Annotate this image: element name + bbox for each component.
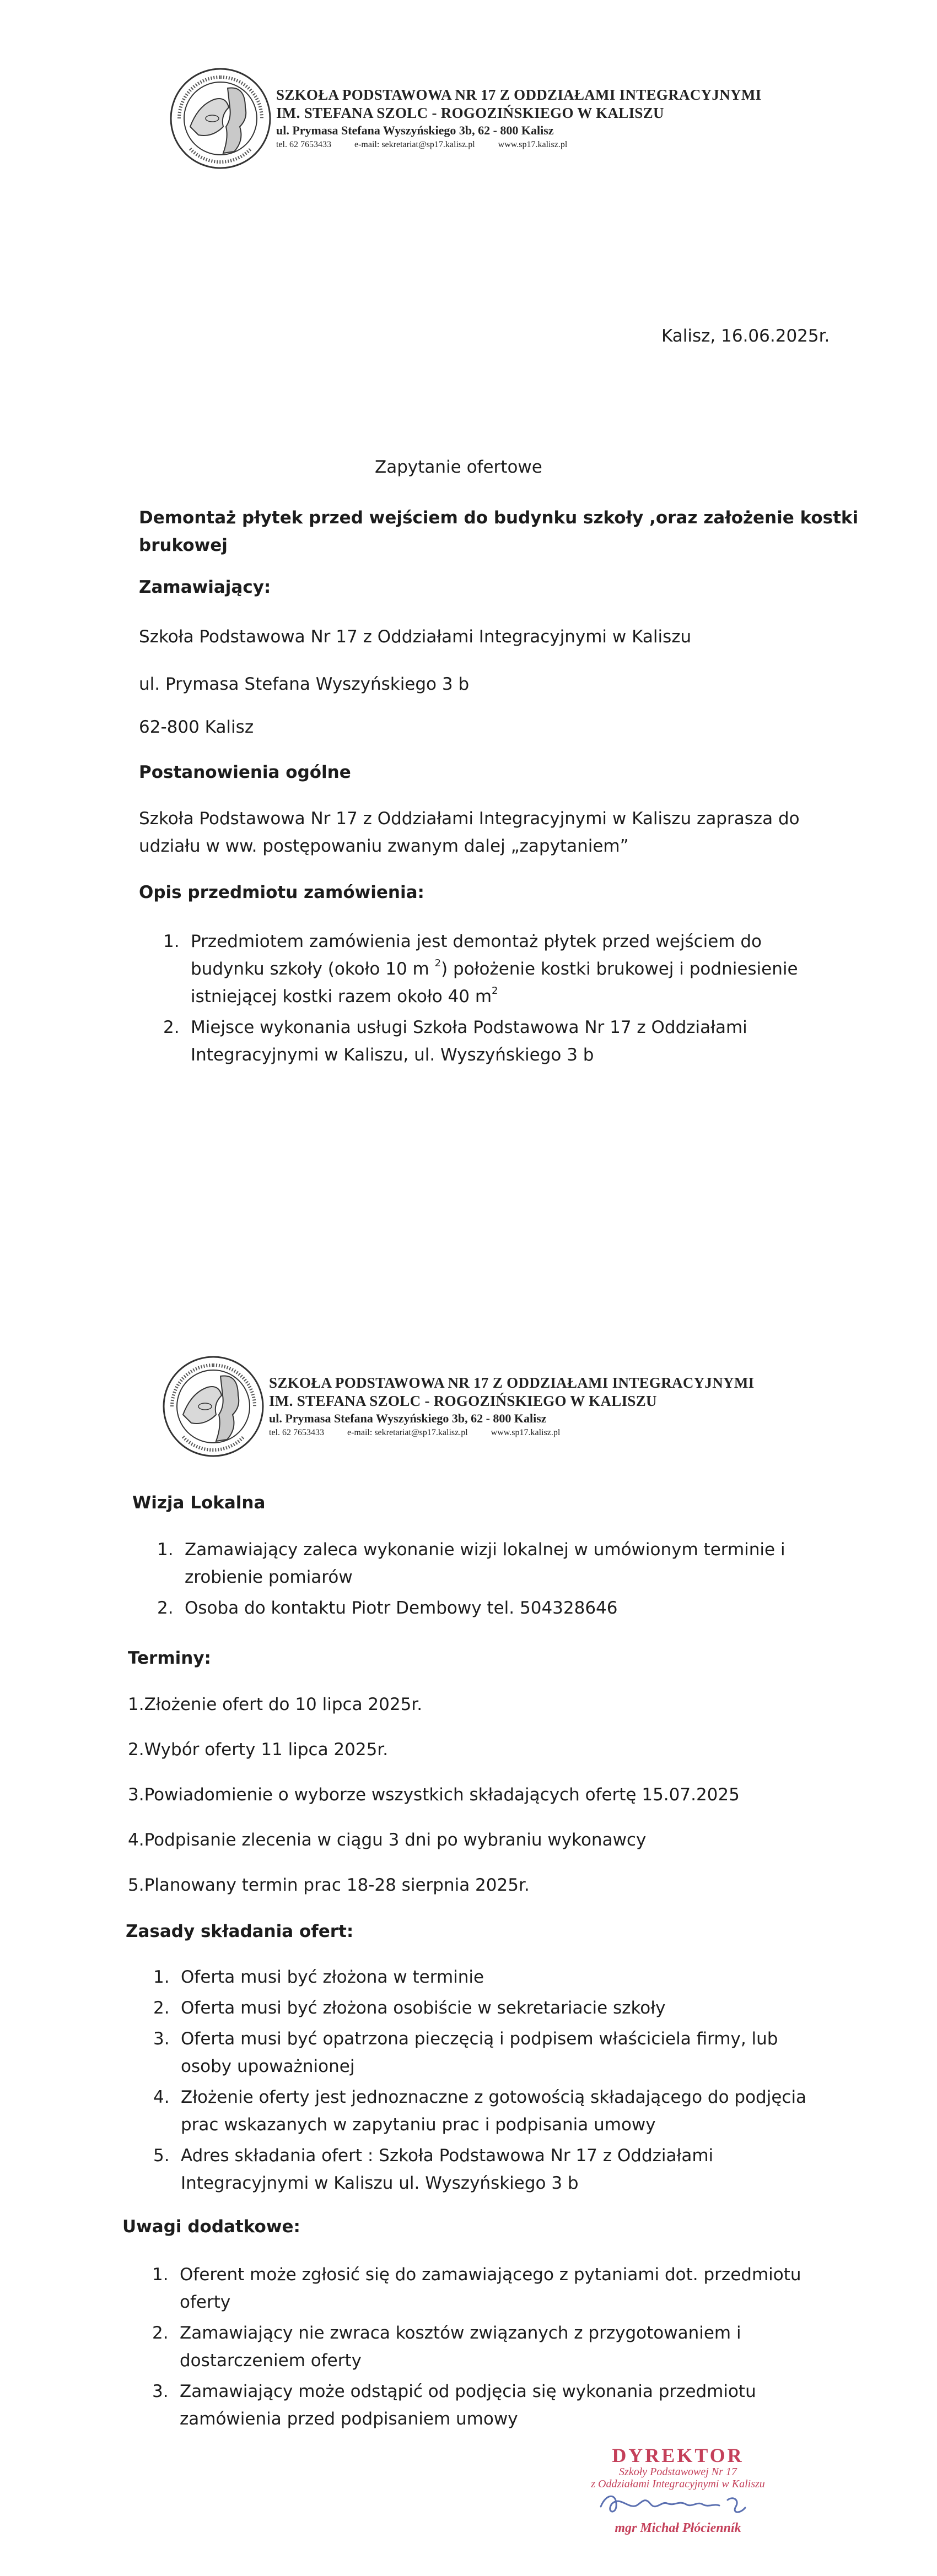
list-item: 1. Zamawiający zaleca wykonanie wizji lokalnej w umówionym terminie i zrobienie pomiarów [157,1540,785,1587]
school-logo-icon [168,66,273,171]
letterhead-school-name: SZKOŁA PODSTAWOWA NR 17 Z ODDZIAŁAMI INTEGRACYJNYMI [269,1374,755,1391]
list-item: 5. Adres składania ofert : Szkoła Podstawowa Nr 17 z Oddziałami Integracyjnymi w Kaliszu ul. Wyszyńskiego 3 b [153,2146,714,2193]
deadline-item: 4.Podpisanie zlecenia w ciągu 3 dni po wybraniu wykonawcy [128,1830,647,1850]
additional-remarks-list [152,2261,801,2436]
letterhead-contact [269,1426,754,1439]
general-provisions-heading: Postanowienia ogólne [139,762,351,782]
scope-heading: Opis przedmiotu zamówienia: [139,883,424,902]
letterhead-patron: IM. STEFANA SZOLC - ROGOZIŃSKIEGO W KALISZU [276,104,664,121]
subject-line-2: brukowej [139,535,228,555]
ordering-party-heading: Zamawiający: [139,577,271,597]
additional-remarks-heading: Uwagi dodatkowe: [122,2217,300,2237]
stamp-school-line: Szkoły Podstawowej Nr 17 [619,2466,737,2478]
list-item: 2. Oferta musi być złożona osobiście w sekretariacie szkoły [153,1998,666,2018]
letterhead-contact [276,138,761,151]
letterhead-phone: tel. 62 7653433 [276,139,331,149]
stamp-title: DYREKTOR [612,2444,744,2466]
list-item: 1. Przedmiotem zamówienia jest demontaż płytek przed wejściem do budynku szkoły (około 10 m $^2$) położenie kostki brukowej i podniesienie istniejącej kostki razem około 40 $m^2$ [163,932,798,1006]
list-item: 2. Zamawiający nie zwraca kosztów związanych z przygotowaniem i dostarczeniem oferty [152,2323,741,2371]
stamp-director-name: mgr Michał Płócienník [615,2521,741,2535]
letterhead-phone: tel. 62 7653433 [269,1427,324,1437]
letterhead-patron: IM. STEFANA SZOLC - ROGOZIŃSKIEGO W KALISZU [269,1392,657,1409]
deadline-item: 5.Planowany termin prac 18-28 sierpnia 2025r. [128,1875,530,1895]
list-item: 1. Oferta musi być złożona w terminie [153,1967,484,1987]
list-item: 2. Osoba do kontaktu Piotr Dembowy tel. 504328646 [157,1598,618,1618]
letterhead-address: ul. Prymasa Stefana Wyszyńskiego 3b, 62 - 800 Kalisz [269,1411,547,1425]
letterhead-school-name: SZKOŁA PODSTAWOWA NR 17 Z ODDZIAŁAMI INTEGRACYJNYMI [276,86,762,103]
scope-list [163,928,798,1072]
list-item: 3. Oferta musi być opatrzona pieczęcią i podpisem właściciela firmy, lub osoby upoważnionej [153,2029,778,2076]
deadline-item: 3.Powiadomienie o wyborze wszystkich składających ofertę 15.07.2025 [128,1785,740,1805]
letterhead-email: e-mail: sekretariat@sp17.kalisz.pl [354,139,475,149]
letterhead-address: ul. Prymasa Stefana Wyszyńskiego 3b, 62 - 800 Kalisz [276,123,554,137]
deadlines-heading: Terminy: [128,1648,211,1668]
director-stamp [557,2445,799,2536]
stamp-school-line: z Oddziałami Integracyjnymi w Kaliszu [591,2478,765,2490]
deadline-item: 1.Złożenie ofert do 10 lipca 2025r. [128,1695,423,1714]
list-item: 1. Oferent może zgłosić się do zamawiającego z pytaniami dot. przedmiotu oferty [152,2265,801,2312]
document-title: Zapytanie ofertowe [375,457,542,477]
letterhead-website: www.sp17.kalisz.pl [491,1427,561,1437]
handwritten-signature [595,2490,761,2518]
site-visit-list [157,1536,785,1625]
general-provisions-line-1: Szkoła Podstawowa Nr 17 z Oddziałami Integracyjnymi w Kaliszu zaprasza do [139,809,800,829]
letterhead [168,66,761,171]
document-page-1 [0,0,937,1287]
document-date: Kalisz, 16.06.2025r. [661,326,830,346]
ordering-party-city: 62-800 Kalisz [139,717,254,737]
letterhead-website: www.sp17.kalisz.pl [498,139,568,149]
list-item: 3. Zamawiający może odstąpić od podjęcia się wykonania przedmiotu zamówienia przed podpisaniem umowy [152,2382,756,2429]
ordering-party-street: ul. Prymasa Stefana Wyszyńskiego 3 b [139,674,470,694]
subject-line-1: Demontaż płytek przed wejściem do budynku szkoły ,oraz założenie kostki [139,508,859,528]
deadline-item: 2.Wybór oferty 11 lipca 2025r. [128,1740,389,1760]
document-page-2 [0,1287,937,2576]
submission-rules-heading: Zasady składania ofert: [126,1922,354,1941]
letterhead-email: e-mail: sekretariat@sp17.kalisz.pl [347,1427,468,1437]
list-item: 4. Złożenie oferty jest jednoznaczne z gotowością składającego do podjęcia prac wskazanych w zapytaniu prac i podpisania umowy [153,2087,807,2135]
submission-rules-list [153,1963,806,2200]
list-item: 2. Miejsce wykonania usługi Szkoła Podstawowa Nr 17 z Oddziałami Integracyjnymi w Kaliszu, ul. Wyszyńskiego 3 b [163,1018,747,1065]
letterhead [161,1354,754,1459]
school-logo-icon [161,1354,266,1459]
site-visit-heading: Wizja Lokalna [132,1493,266,1513]
general-provisions-line-2: udziału w ww. postępowaniu zwanym dalej „zapytaniem” [139,836,629,856]
ordering-party-name: Szkoła Podstawowa Nr 17 z Oddziałami Integracyjnymi w Kaliszu [139,627,692,647]
